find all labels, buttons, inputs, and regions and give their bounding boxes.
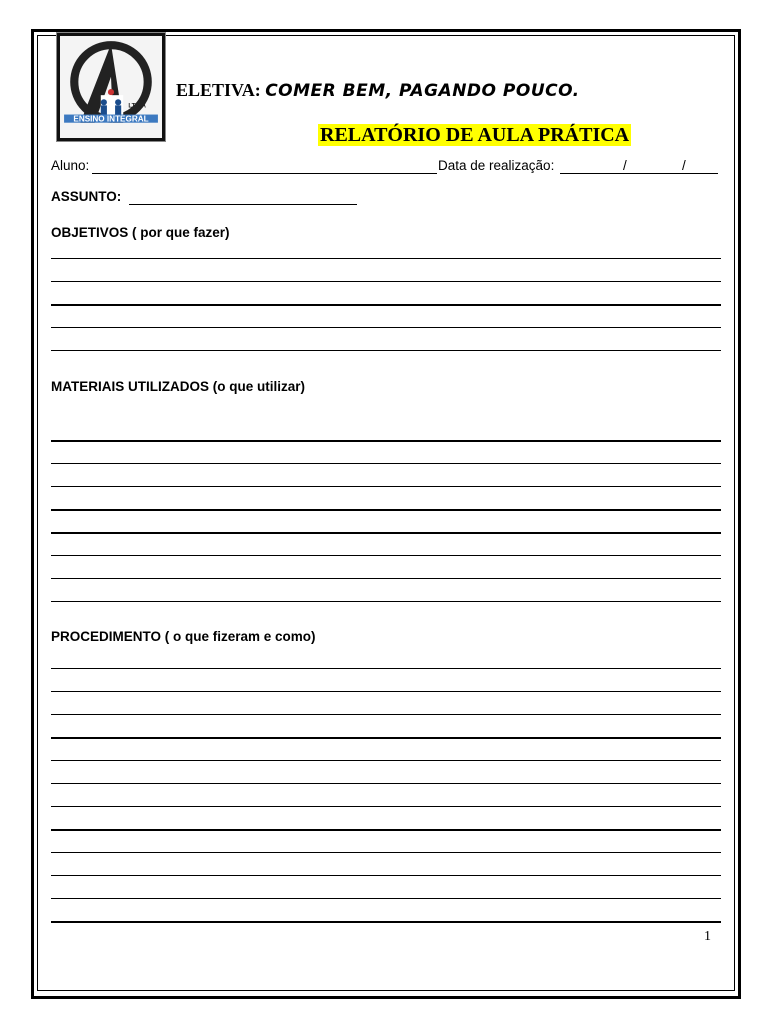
writing-line[interactable]: [51, 760, 721, 761]
writing-line[interactable]: [51, 440, 721, 442]
writing-line[interactable]: [51, 829, 721, 831]
data-label: Data de realização:: [438, 158, 555, 173]
writing-line[interactable]: [51, 327, 721, 328]
aluno-field[interactable]: [92, 158, 437, 174]
writing-line[interactable]: [51, 921, 721, 923]
writing-line[interactable]: [51, 578, 721, 579]
writing-line[interactable]: [51, 304, 721, 306]
date-slash: /: [623, 158, 627, 173]
writing-line[interactable]: [51, 714, 721, 715]
writing-line[interactable]: [51, 668, 721, 669]
eletiva-label: ELETIVA:: [176, 80, 261, 100]
aluno-label: Aluno:: [51, 158, 90, 173]
writing-line[interactable]: [51, 509, 721, 511]
page-border-inner: [37, 35, 735, 991]
svg-text:ENSINO INTEGRAL: ENSINO INTEGRAL: [73, 114, 149, 124]
writing-line[interactable]: [51, 601, 721, 602]
writing-line[interactable]: [51, 463, 721, 464]
writing-line[interactable]: [51, 898, 721, 899]
data-field[interactable]: [560, 158, 718, 174]
svg-text:LTINA: LTINA: [128, 102, 146, 110]
writing-line[interactable]: [51, 783, 721, 784]
writing-line[interactable]: [51, 875, 721, 876]
section-procedimento: PROCEDIMENTO ( o que fizeram e como): [51, 629, 316, 644]
section-materiais: MATERIAIS UTILIZADOS (o que utilizar): [51, 379, 305, 394]
writing-line[interactable]: [51, 486, 721, 487]
writing-line[interactable]: [51, 258, 721, 259]
assunto-label: ASSUNTO:: [51, 189, 122, 204]
school-logo: [57, 33, 165, 141]
report-title: RELATÓRIO DE AULA PRÁTICA: [320, 124, 630, 146]
writing-line[interactable]: [51, 350, 721, 351]
writing-line[interactable]: [51, 281, 721, 282]
eletiva-heading: [176, 80, 580, 101]
section-objetivos: OBJETIVOS ( por que fazer): [51, 225, 230, 240]
page-number: 1: [704, 929, 711, 944]
writing-line[interactable]: [51, 806, 721, 807]
writing-line[interactable]: [51, 691, 721, 692]
writing-line[interactable]: [51, 737, 721, 739]
date-slash: /: [682, 158, 686, 173]
assunto-field[interactable]: [129, 189, 357, 205]
eletiva-title: COMER BEM, PAGANDO POUCO.: [265, 81, 580, 101]
writing-line[interactable]: [51, 852, 721, 853]
writing-line[interactable]: [51, 532, 721, 534]
writing-line[interactable]: [51, 555, 721, 556]
